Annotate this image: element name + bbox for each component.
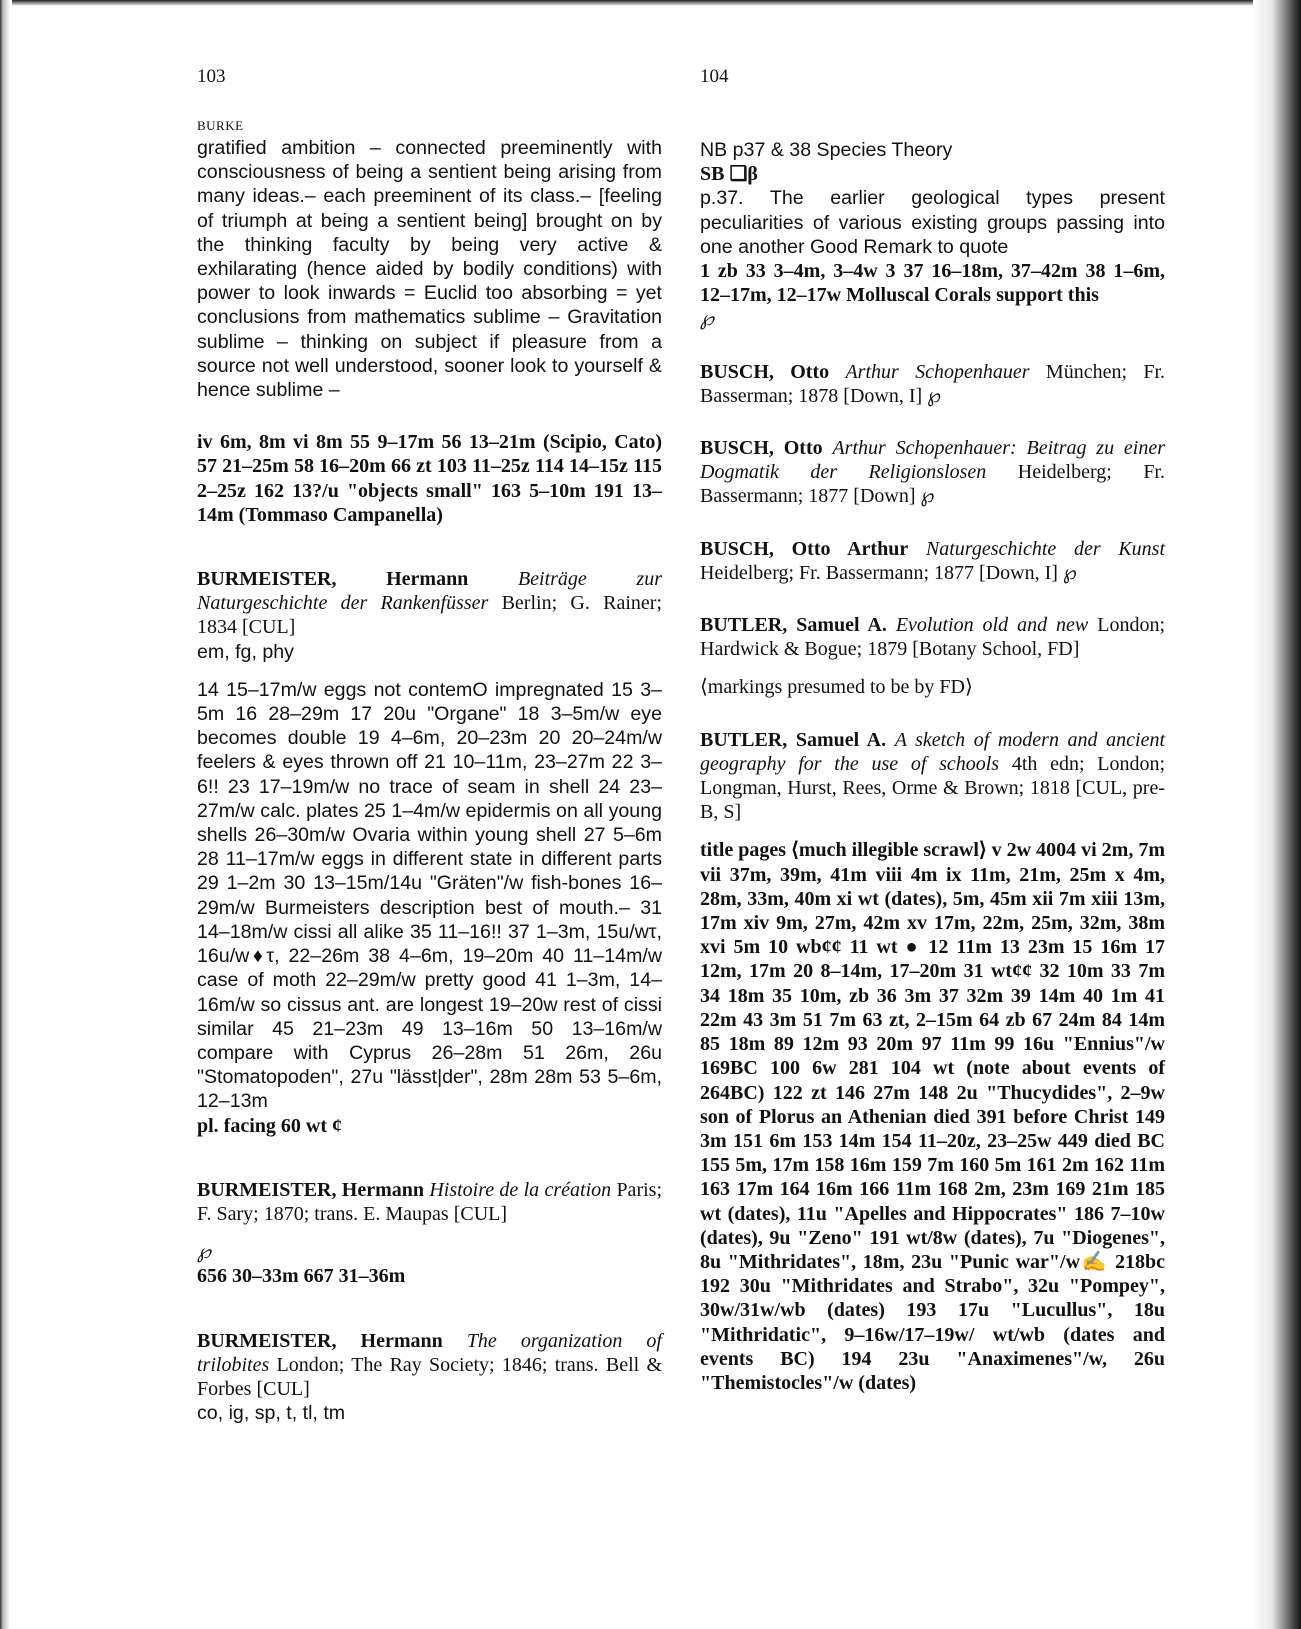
entry-notes: title pages ⟨much illegible scrawl⟩ v 2w 4004 vi 2m, 7m vii 37m, 39m, 41m viii 4m ix 11m, 21m, 25m x 4m, 28m, 33m, 40m xi wt (dates), 5m, 45m xii 7m xiii 13m, 17m xiv 9m, 27m, 42m xv 17m, 22m, 25m, 32m, 38m xvi 5m 10 wb¢¢ 11 wt ● 12 11m 13 23m 15 16m 17 12m, 17m 20 8–14m, 17–20m 31 wt¢¢ 32 10m 33 7m 34 18m 35 10m, zb 36 3m 37 32m 39 14m 40 1m 41 22m 43 3m 51 7m 63 zt, 2–15m 64 zb 67 24m 84 14m 85 18m 89 12m 93 20m 97 11m 99 16u "Ennius"/w 169BC 100 6w 281 104 wt (note about events of 264BC) 122 zt 146 27m 148 2u "Thucydides", 2–9w son of Plorus an Athenian died 391 before Christ 149 3m 151 6m 153 14m 154 11–20z, 23–25w 449 died BC 155 5m, 17m 158 16m 159 7m 160 5m 161 2m 162 11m 163 17m 164 16m 166 11m 168 2m, 23m 169 21m 185 wt (dates), 11u "Apelles and Hippocrates" 186 7–10w (dates), 9u "Zeno" 191 wt/8w (dates), 7u "Diogenes", 8u "Mithridates", 18m, 23u "Punic war"/w✍ 218bc 192 30u "Mithridates and Strabo", 32u "Pompey", 30w/31w/wb (dates) 193 17u "Lucullus", 18u "Mithridatic", 9–16w/17–19w/ wt/wb (dates and events BC) 194 23u "Anaximenes"/w, 26u "Themistocles"/w (dates): [700, 839, 1165, 1394]
entry-imprint: Paris; F. Sary; 1870; trans. E. Maupas [CUL]: [197, 1178, 662, 1225]
entry-title: Histoire de la création: [429, 1178, 612, 1201]
annotation-symbol: ℘: [197, 1241, 211, 1264]
entry-author: BURMEISTER, Hermann: [197, 1178, 424, 1201]
entry-imprint: Heidelberg; Fr. Bassermann; 1877 [Down] ℘: [700, 461, 1165, 508]
entry-author: BURMEISTER, Hermann: [197, 1329, 443, 1352]
entry-title: The organization of trilobites: [197, 1329, 662, 1376]
entry-busch-schopenhauer: [700, 360, 1165, 408]
entry-author: BURMEISTER, Hermann: [197, 568, 469, 591]
entry-author: BUSCH, Otto: [700, 437, 823, 460]
entry-author: BUSCH, Otto Arthur: [700, 537, 909, 560]
entry-imprint: München; Fr. Basserman; 1878 [Down, I] ℘: [700, 360, 1166, 407]
scan-edge-left: [0, 0, 12, 1629]
continuation-text: p.37. The earlier geological types present peculiarities of various existing groups passing into one another Good Remark to quote: [700, 187, 1165, 258]
entry-butler-evolution: [700, 613, 1165, 700]
continuation-sb: SB ❑β: [700, 163, 758, 186]
annotation-symbol: ℘: [700, 308, 714, 331]
entry-imprint: London; The Ray Society; 1846; trans. Bell & Forbes [CUL]: [197, 1353, 663, 1400]
continuation-head: NB p37 & 38 Species Theory: [700, 139, 953, 161]
entry-notes: 14 15–17m/w eggs not contemO impregnated 15 3–5m 16 28–29m 17 20u "Organe" 18 3–5m/w eye becomes double 19 4–6m, 20–23m 20 20–24m/w feelers & eyes thrown off 21 10–11m, 23–27m 22 3–6!! 23 17–19m/w no trace of seam in shell 24 23–27m/w calc. plates 25 1–4m/w epidermis on all young shells 26–30m/w Ovaria within young shell 27 5–6m 28 11–17m/w eggs in different state in different parts 29 1–2m 30 13–15m/14u "Gräten"/w fish-bones 16–29m/w Burmeisters description best of mouth.– 31 14–18m/w cissi all alike 35 11–16!! 37 1–3m, 15u/wτ, 16u/w♦τ, 22–26m 38 4–6m, 19–20m 40 11–14m/w case of moth 22–29m/w pretty good 41 1–3m, 14–16m/w so cissus ant. are longest 19–20w rest of cissi similar 45 21–23m 49 13–16m 50 13–16m/w compare with Cyprus 26–28m 51 26m, 26u "Stomatopoden", 27u "lässt|der", 28m 28m 53 5–6m, 12–13m: [197, 678, 662, 1113]
entry-title: Naturgeschichte der Kunst: [925, 537, 1165, 560]
entry-title: Evolution old and new: [895, 614, 1089, 637]
scan-edge-right: [1253, 0, 1301, 1629]
entry-burmeister-rankenfusser: [197, 567, 662, 1138]
entry-tags: co, ig, sp, t, tl, tm: [197, 1402, 346, 1425]
entry-title: Arthur Schopenhauer: [845, 360, 1030, 383]
right-column: [700, 138, 1165, 1395]
entry-imprint: Heidelberg; Fr. Bassermann; 1877 [Down, I] ℘: [700, 561, 1077, 584]
entry-imprint: London; Hardwick & Bogue; 1879 [Botany School, FD]: [700, 614, 1166, 661]
burke-refs: iv 6m, 8m vi 8m 55 9–17m 56 13–21m (Scipio, Cato) 57 21–25m 58 16–20m 66 zt 103 11–25z 114 14–15z 115 2–25z 162 13?/u "objects small" 163 5–10m 191 13–14m (Tommaso Campanella): [197, 431, 662, 526]
entry-busch-beitrag: [700, 436, 1165, 509]
entry-title: Arthur Schopenhauer: Beitrag zu einer Dogmatik der Religionslosen: [700, 437, 1165, 484]
entry-title: A sketch of modern and ancient geography for the use of schools: [700, 728, 1165, 775]
entry-author: BUSCH, Otto: [700, 360, 830, 383]
continuation-refs: 1 zb 33 3–4m, 3–4w 3 37 16–18m, 37–42m 38 1–6m, 12–17m, 12–17w Molluscal Corals support this: [700, 260, 1165, 307]
entry-imprint: Berlin; G. Rainer; 1834 [CUL]: [197, 592, 663, 639]
entry-busch-naturgeschichte: [700, 537, 1165, 585]
entry-plate-note: pl. facing 60 wt ¢: [197, 1114, 342, 1137]
burke-note: gratified ambition – connected preeminently with consciousness of being a sentient being arising from many ideas.– each preeminent of its class.– [feeling of triumph at being a sentient being] brought on by the thinking faculty by being very active & exhilarating (hence aided by bodily conditions) with power to look inwards = Euclid too absorbing = yet conclusions from mathematics sublime – Gravitation sublime – thinking on subject if pleasure from a source not well understood, sooner look to yourself & hence sublime –: [197, 137, 662, 402]
entry-remark: ⟨markings presumed to be by FD⟩: [700, 676, 973, 699]
entry-tags: em, fg, phy: [197, 640, 294, 663]
entry-author: BUTLER, Samuel A.: [700, 728, 887, 751]
entry-burmeister-trilobites: [197, 1329, 662, 1426]
entry-author: BUTLER, Samuel A.: [700, 614, 887, 637]
entry-title: Beiträge zur Naturgeschichte der Rankenfüsser: [197, 568, 662, 615]
scan-edge-top: [0, 0, 1301, 6]
page-number-left: 103: [197, 66, 226, 87]
running-head: BURKE: [197, 118, 244, 133]
entry-burmeister-histoire: [197, 1178, 662, 1289]
entry-imprint: 4th edn; London; Longman, Hurst, Rees, Orme & Brown; 1818 [CUL, pre-B, S]: [700, 752, 1166, 824]
entry-butler-geography: [700, 728, 1165, 1395]
left-column: [197, 118, 662, 1425]
entry-notes: 656 30–33m 667 31–36m: [197, 1265, 406, 1288]
page-number-right: 104: [700, 66, 729, 87]
